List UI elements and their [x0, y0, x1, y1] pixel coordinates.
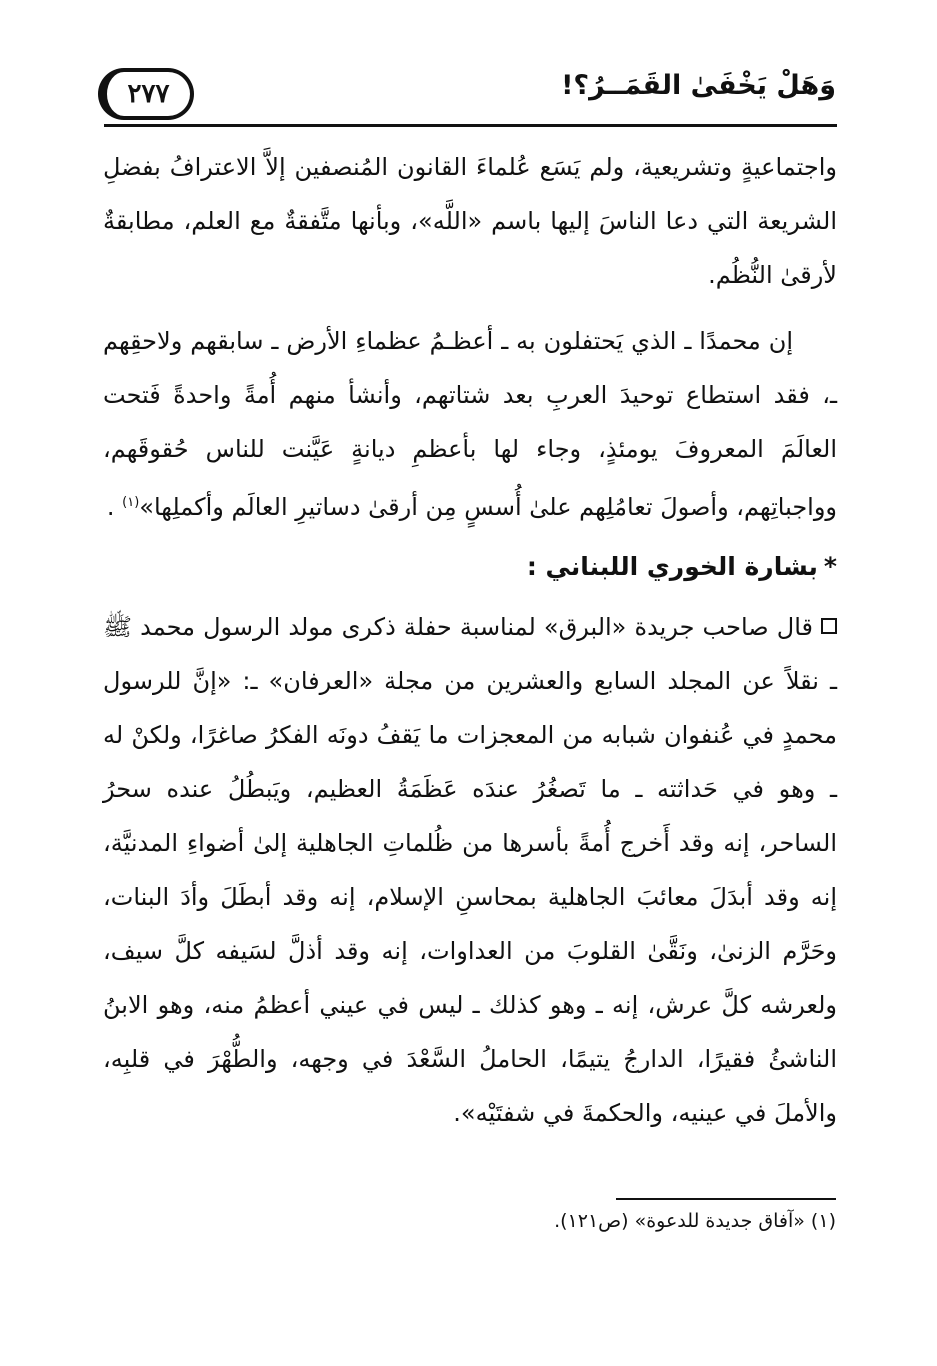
paragraph-gap	[103, 302, 837, 314]
paragraph-3	[103, 600, 837, 1140]
page-header	[98, 64, 836, 126]
body-text	[103, 140, 837, 1140]
footnote-ref: (١)	[122, 495, 140, 510]
section-heading	[103, 540, 837, 594]
star-icon: *	[823, 552, 837, 581]
paragraph-2	[103, 314, 837, 534]
header-rule	[104, 124, 837, 127]
paragraph-3-text: قال صاحب جريدة «البرق» لمناسبة حفلة ذكرى مولد الرسول محمد ﷺ ـ نقلاً عن المجلد السابع والعشرين من مجلة «العرفان» ـ: «إنَّ للرسول محمدٍ في عُنفوان شبابه من المعجزات ما يَقفُ دونَه الفكرُ صاغرًا، ولكنْ له ـ وهو في حَداثته ـ ما تَصغُرُ عندَه عَظَمَةُ العظيم، ويَبطُلُ عنده سحرُ الساحر، إنه وقد أَخرج أُمةً بأسرها من ظُلماتِ الجاهلية إلىٰ أضواءِ المدنيَّة، إنه وقد أبدَلَ معائبَ الجاهلية بمحاسنِ الإسلام، إنه وقد أبطَلَ وأدَ البنات، وحَرَّم الزنىٰ، ونَقَّىٰ القلوبَ من العداوات، إنه وقد أذلَّ لسَيفه كلَّ سيف، ولعرشه كلَّ عرش، إنه ـ وهو كذلك ـ ليس في عيني أعظمُ منه، وهو الابنُ الناشئُ فقيرًا، الدارجُ يتيمًا، الحاملُ السَّعْدَ في وجهه، والطُّهْرَ في قلبِه، والأملَ في عينيه، والحكمةَ في شفتَيْه».	[103, 613, 837, 1127]
paragraph-2-text: إن محمدًا ـ الذي يَحتفلون به ـ أعظـمُ عظماءِ الأرض ـ سابقهم ولاحقِهم ـ، فقد استطاع توحيدَ العربِ بعد شتاتهم، وأنشأ منهم أُمةً واحدةً فَتحت العالَمَ المعروفَ يومئذٍ، وجاء لها بأعظمِ ديانةٍ عَيَّنت للناس حُقوقَهم، وواجباتِهم، وأصولَ تعامُلِهم علىٰ أُسسٍ مِن أرقىٰ دساتيرِ العالَم وأكملِها»	[103, 327, 837, 521]
footnote-rule	[616, 1198, 836, 1200]
paragraph-1: واجتماعيةٍ وتشريعية، ولم يَسَع عُلماءَ القانون المُنصفين إلاَّ الاعترافُ بفضلِ الشريعة التي دعا الناسَ إليها باسم «اللَّه»، وبأنها متَّفقةٌ مع العلم، مطابقةٌ لأرقىٰ النُّظُم.	[103, 153, 837, 289]
paragraph-2-end: .	[106, 493, 123, 521]
section-heading-text: بشارة الخوري اللبناني :	[526, 552, 818, 581]
running-title: وَهَلْ يَخْفَىٰ القَمَــرُ؟!	[561, 70, 836, 101]
square-bullet-icon	[821, 618, 837, 634]
page-number: ٢٧٧	[98, 68, 194, 120]
footnote: (١) «آفاق جديدة للدعوة» (ص١٢١).	[554, 1210, 836, 1232]
